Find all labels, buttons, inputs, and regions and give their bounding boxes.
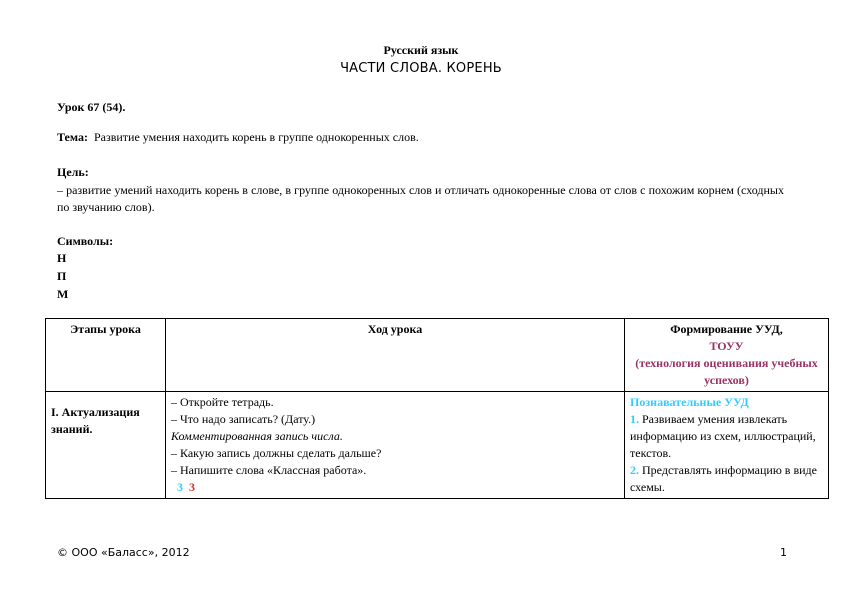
goal-text: – развитие умений находить корень в слове, в группе однокоренных слов и отличать однокоренные слова от слов с похожим корнем (сходных по звучанию слов). [57,183,784,214]
uud-item [630,411,823,462]
assessment-marks [171,479,619,496]
header-progress: Ход урока [166,319,625,392]
copyright-footer: © ООО «Баласс», 2012 [57,546,190,559]
subject-title: Русский язык [383,43,459,57]
header-touu: ТОУУ [709,339,744,353]
uud-cell [625,392,829,499]
symbol-m: М [57,287,69,301]
progress-line-4: – Какую запись должны сделать дальше? [171,446,382,460]
page-number: 1 [780,546,787,559]
uud-item-number: 1. [630,412,639,426]
stage-name: I. Актуализация знаний. [46,392,166,499]
header-uud [625,319,829,392]
document-title: ЧАСТИ СЛОВА. КОРЕНЬ [340,61,502,76]
topic-line [57,130,419,145]
lesson-number: Урок 67 (54). [57,100,126,114]
table-header-row [46,319,829,392]
topic-text: Развитие умения находить корень в группе однокоренных слов. [93,130,419,144]
mark-cyan: 3 [177,480,183,494]
uud-item-text: Развиваем умения извлекать информацию из схем, иллюстраций, текстов. [630,412,816,460]
progress-line-3: Комментированная запись числа. [171,429,343,443]
lesson-table [45,318,829,499]
mark-red: 3 [189,480,195,494]
uud-item [630,462,823,496]
header-stages: Этапы урока [46,319,166,392]
table-row [46,392,829,499]
uud-item-text: Представлять информацию в виде схемы. [630,463,817,494]
progress-line-5: – Напишите слова «Классная работа». [171,463,367,477]
symbols-label: Символы: [57,234,114,248]
progress-line-2: – Что надо записать? (Дату.) [171,412,316,426]
symbol-p: П [57,269,67,283]
uud-heading: Познавательные УУД [630,395,749,409]
topic-label: Тема: [57,130,88,144]
progress-line-1: – Откройте тетрадь. [171,395,274,409]
progress-cell [166,392,625,499]
header-touu-desc: (технология оценивания учебных успехов) [635,356,818,387]
goal-label: Цель: [57,165,89,179]
symbol-n: Н [57,251,67,265]
header-uud-title: Формирование УУД, [670,322,783,336]
uud-item-number: 2. [630,463,639,477]
